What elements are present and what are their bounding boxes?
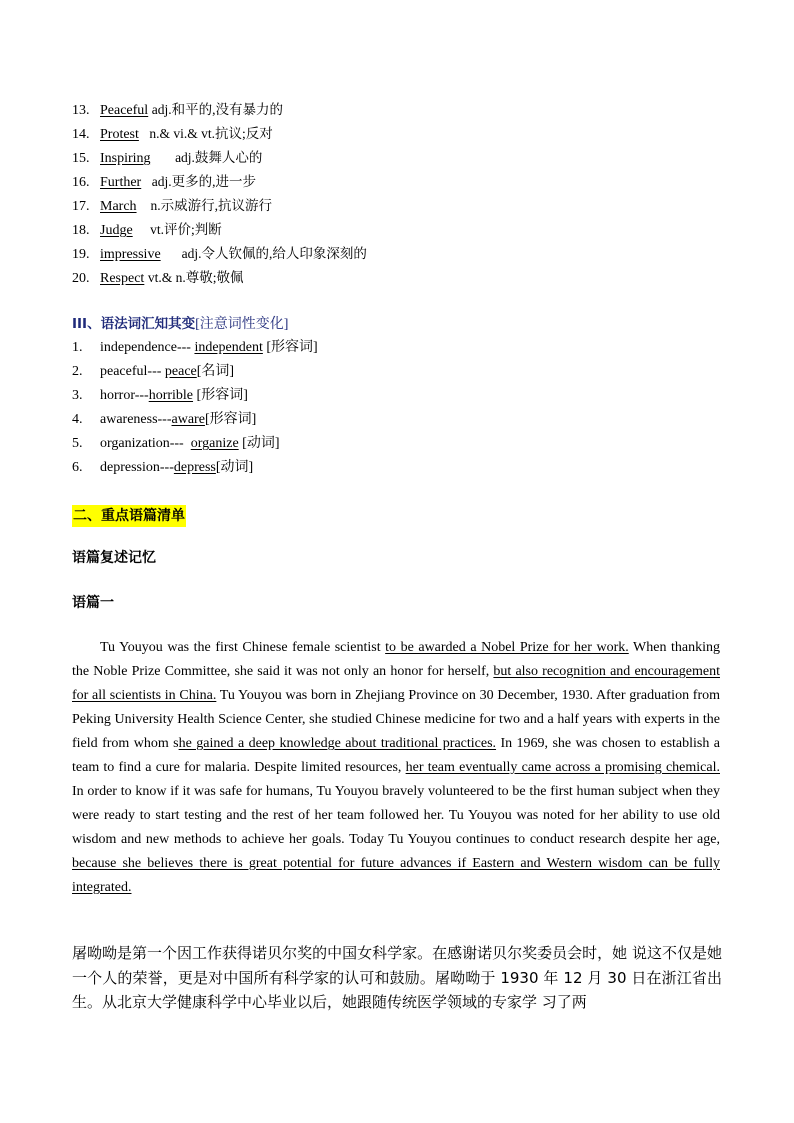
vocab-definition: adj.更多的,进一步 (151, 174, 256, 189)
vocab-item (72, 171, 732, 195)
vocab-word: Further (100, 175, 142, 190)
vocab-definition: adj.和平的,没有暴力的 (151, 102, 283, 117)
recall-heading: 语篇复述记忆 (72, 550, 156, 566)
passage-key-phrase: because she believes there is great potential for future advances if Eastern and Western wisdom can be fully integrated. (72, 856, 720, 895)
passage-text: When thanking the Noble Prize Committee, she said it was not only an honor for herself, (72, 640, 721, 679)
passage-text: In order to know if it was safe for humans, Tu Youyou bravely volunteered to be the first human subject when they were ready to start testing and the rest of her team followed her. Tu Youyou was noted for her ability to use old wisdom and new methods to achieve her goals. Today Tu Youyou continues to conduct research despite her age, (72, 784, 720, 847)
passage-body (72, 636, 720, 900)
spacer (139, 127, 150, 142)
vocab-definition: vt.评价;判断 (150, 222, 222, 237)
spacer (133, 223, 151, 238)
item-number: 2. (72, 364, 83, 379)
vocabulary-list (72, 99, 732, 291)
item-number: 17. (72, 199, 90, 214)
vocab-item (72, 195, 732, 219)
word-class-tag: [名词] (196, 364, 235, 379)
word-class-tag: [形容词] (262, 340, 318, 355)
item-number: 14. (72, 127, 90, 142)
vocab-word: Respect (100, 271, 145, 286)
passage-key-phrase: but also recognition and encouragement for all scientists in China. (72, 664, 720, 703)
vocab-definition: n.& vi.& vt.抗议;反对 (149, 126, 273, 141)
vocab-definition: adj.令人钦佩的,给人印象深刻的 (181, 246, 367, 261)
vocab-item (72, 99, 732, 123)
section-title: III、语法词汇知其变 (72, 316, 196, 332)
vocab-word: Judge (100, 223, 133, 238)
answer-word: independent (194, 340, 263, 355)
answer-word: peace (164, 364, 197, 379)
answer-word: aware (171, 412, 205, 427)
base-word: depression--- (100, 460, 174, 475)
vocab-item (72, 243, 732, 267)
word-class-tag: [形容词] (193, 388, 248, 403)
passage-key-phrase: to be awarded a Nobel Prize for her work. (385, 640, 629, 655)
vocab-word: Inspiring (100, 151, 151, 166)
item-number: 1. (72, 340, 83, 355)
passage-text: In 1969, she was chosen to establish a team to find a cure for malaria. Despite limited resources, (72, 736, 720, 775)
vocab-definition: n.示威游行,抗议游行 (150, 198, 273, 213)
passage-key-phrase: he gained a deep knowledge about traditional practices. (178, 736, 497, 751)
spacer (161, 247, 182, 262)
item-number: 18. (72, 223, 90, 238)
passage-key-phrase: her team eventually came across a promising chemical. (405, 760, 720, 775)
section-note: [注意词性变化] (195, 317, 289, 332)
spacer (141, 175, 152, 190)
vocab-item (72, 267, 732, 291)
passage-heading: 语篇一 (72, 595, 114, 611)
vocab-item (72, 123, 732, 147)
vocab-definition: adj.鼓舞人心的 (175, 150, 263, 165)
item-number: 16. (72, 175, 90, 190)
vocab-word: Peaceful (100, 103, 149, 118)
vocab-word: Protest (100, 127, 139, 142)
base-word: independence--- (100, 340, 195, 355)
section-heading-passages: 二、重点语篇清单 (72, 505, 186, 527)
item-number: 13. (72, 103, 90, 118)
passage-text: Tu Youyou was born in Zhejiang Province on 30 December, 1930. After graduation from Peking University Health Science Center, she studied Chinese medicine for two and a half years with experts in the field from whom s (72, 688, 720, 751)
passage-translation: 屠呦呦是第一个因工作获得诺贝尔奖的中国女科学家。在感谢诺贝尔奖委员会时，她 说这不仅是她一个人的荣誉，更是对中国所有科学家的认可和鼓励。屠呦呦于 1930 年 12 月 30 日在浙江省出生。从北京大学健康科学中心毕业以后，她跟随传统医学领域的专家学 习了两 (72, 944, 722, 1011)
grammar-list (72, 337, 732, 481)
grammar-item (72, 385, 732, 409)
grammar-item (72, 457, 732, 481)
base-word: awareness--- (100, 412, 172, 427)
vocab-item (72, 219, 732, 243)
item-number: 19. (72, 247, 90, 262)
item-number: 5. (72, 436, 83, 451)
base-word: peaceful--- (100, 364, 165, 379)
item-number: 15. (72, 151, 90, 166)
word-class-tag: [动词] (215, 460, 254, 475)
word-class-tag: [动词] (238, 436, 280, 451)
grammar-item (72, 361, 732, 385)
item-number: 6. (72, 460, 83, 475)
item-number: 20. (72, 271, 90, 286)
vocab-word: impressive (100, 247, 161, 262)
grammar-item (72, 409, 732, 433)
grammar-item (72, 337, 732, 361)
answer-word: horrible (148, 388, 194, 403)
section-heading-grammar (72, 313, 288, 336)
item-number: 4. (72, 412, 83, 427)
spacer (151, 151, 176, 166)
answer-word: depress (173, 460, 216, 475)
vocab-word: March (100, 199, 137, 214)
passage-text: Tu Youyou was the first Chinese female scientist (100, 640, 386, 655)
base-word: organization--- (100, 436, 191, 451)
grammar-item (72, 433, 732, 457)
vocab-item (72, 147, 732, 171)
answer-word: organize (190, 436, 239, 451)
base-word: horror--- (100, 388, 149, 403)
spacer (137, 199, 151, 214)
item-number: 3. (72, 388, 83, 403)
word-class-tag: [形容词] (204, 412, 257, 427)
vocab-definition: vt.& n.尊敬;敬佩 (147, 270, 244, 285)
